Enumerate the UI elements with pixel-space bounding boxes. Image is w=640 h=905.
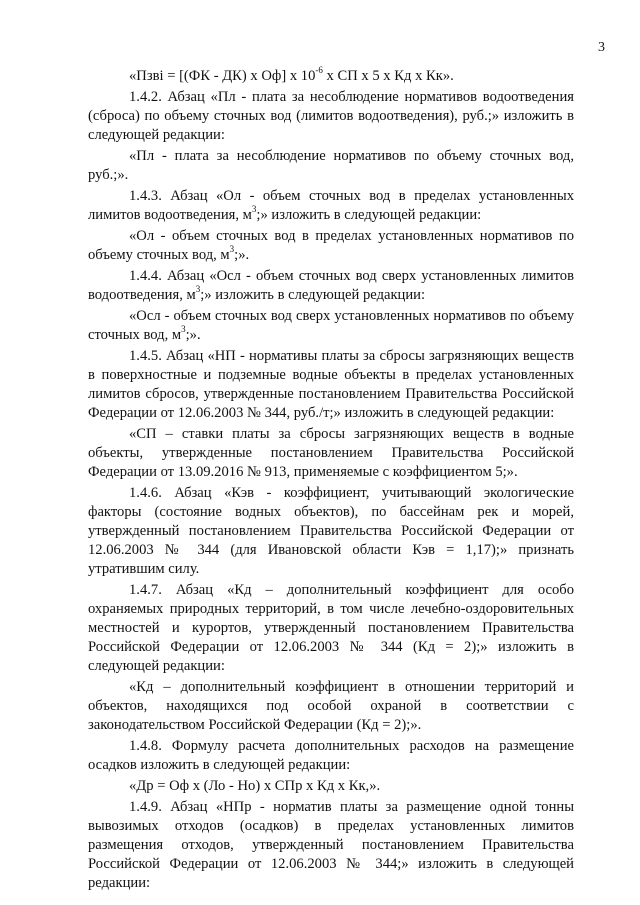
paragraph-text-tail: ;». [185,327,201,343]
paragraph-text: 1.4.3. Абзац «Ол - объем сточных вод в пределах установленных лимитов водоотведения, м [88,188,574,223]
paragraph [88,67,574,86]
paragraph [88,88,574,145]
paragraph-text: 1.4.7. Абзац «Кд – дополнительный коэффициент для особо охраняемых природных территорий, в том числе лечебно-оздоровительных местностей и курортов, утвержденный постановлением Правительства Российской Федерации от 12.06.2003 № 344 (Кд = 2);» изложить в следующей редакции: [88,582,574,674]
paragraph-text: 1.4.4. Абзац «Осл - объем сточных вод сверх установленных лимитов водоотведения, м [88,268,574,303]
paragraph-text: 1.4.6. Абзац «Кэв - коэффициент, учитывающий экологические факторы (состояние водных объектов), по бассейнам рек и морей, утвержденный постановлением Правительства Российской Федерации от 12.06.2003 № 344 (для Ивановской области Кэв = 1,17);» признать утратившим силу. [88,485,574,577]
paragraph-text: «Кд – дополнительный коэффициент в отношении территорий и объектов, находящихся под особой охраной в соответствии с законодательством Российской Федерации (Кд = 2);». [88,679,574,733]
superscript: 3 [181,324,186,335]
paragraph-text-tail: ;». [234,247,250,263]
paragraph-text-tail: ;» изложить в следующей редакции: [200,287,426,303]
paragraph-text: «Др = Оф х (Ло - Но) х СПр х Кд х Кк,». [129,778,381,794]
paragraph [88,187,574,225]
paragraph-text: «Осл - объем сточных вод сверх установленных нормативов по объему сточных вод, м [88,308,574,343]
paragraph [88,147,574,185]
paragraph-text: 1.4.9. Абзац «НПр - норматив платы за размещение одной тонны вывозимых отходов (осадков) в пределах установленных лимитов размещения отходов, утвержденный постановлением Правительства Российской Федерации от 12.06.2003 № 344;» изложить в следующей редакции: [88,799,574,891]
paragraph-text-tail: ;» изложить в следующей редакции: [256,207,482,223]
paragraph [88,678,574,735]
paragraph [88,737,574,775]
page-number: 3 [598,40,605,55]
paragraph-text: «Пзві = [(ФК - ДК) х Оф] х 10 [129,68,316,84]
paragraph [88,777,574,796]
paragraph-text: «СП – ставки платы за сбросы загрязняющих веществ в водные объекты, утвержденные постановлением Правительства Российской Федерации от 13.09.2016 № 913, применяемые с коэффициентом 5;». [88,426,574,480]
document-body [88,67,574,895]
superscript: 3 [251,204,257,215]
paragraph-text: 1.4.2. Абзац «Пл - плата за несоблюдение нормативов водоотведения (сброса) по объему сточных вод (лимитов водоотведения), руб.;» изложить в следующей редакции: [88,89,574,143]
paragraph-text-tail: х СП х 5 х Кд х Кк». [322,68,454,84]
paragraph [88,425,574,482]
paragraph-text: 1.4.8. Формулу расчета дополнительных расходов на размещение осадков изложить в следующей редакции: [88,738,574,773]
paragraph [88,581,574,676]
paragraph [88,267,574,305]
superscript: -6 [315,65,323,76]
paragraph-text: «Ол - объем сточных вод в пределах установленных нормативов по объему сточных вод, м [88,228,574,263]
superscript: 3 [195,284,201,295]
paragraph [88,307,574,345]
paragraph-text: 1.4.5. Абзац «НП - нормативы платы за сбросы загрязняющих веществ в поверхностные и подземные водные объекты в пределах установленных лимитов сбросов, утвержденные постановлением Правительства Российской Федерации от 12.06.2003 № 344, руб./т;» изложить в следующей редакции: [88,348,574,421]
superscript: 3 [229,244,235,255]
paragraph [88,798,574,893]
paragraph [88,227,574,265]
paragraph [88,347,574,423]
paragraph-text: «Пл - плата за несоблюдение нормативов по объему сточных вод, руб.;». [88,148,574,183]
paragraph [88,484,574,579]
